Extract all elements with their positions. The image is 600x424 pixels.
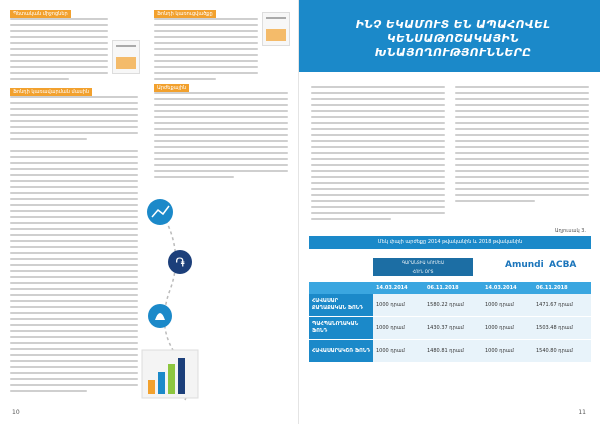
text-block	[10, 18, 108, 84]
bar-chart-icon	[142, 350, 198, 398]
table-cell: 1580.22 դրամ	[424, 294, 482, 317]
table-header-row	[309, 282, 591, 294]
dram-icon	[168, 250, 192, 274]
report-thumbnail	[112, 40, 140, 74]
table-cell: 1000 դրամ	[373, 340, 424, 363]
text-block	[10, 150, 138, 396]
page-title: ԻՆՉ ԵԿԱՄՈՒՏ ԵՆ ԱՊԱՀՈՎԵԼ ԿԵՆՍԱԹՈՇԱԿԱՅԻՆ ԽՆԱՅՈՂՈՒԹՅՈՒՆՆԵՐԸ	[355, 18, 551, 59]
table-row	[309, 294, 591, 317]
column-header: 06.11.2018	[533, 282, 591, 294]
row-label: ՀԱՎԱՍԱՐ ՔԱՂԱՔԱԿԱՆ ՖՈՆԴ	[309, 294, 373, 317]
table-row	[309, 340, 591, 363]
column-header	[309, 282, 373, 294]
text-block	[455, 86, 589, 206]
highlight-public-funds: Պետական միջոցներ	[10, 10, 71, 18]
page-number: 10	[12, 409, 20, 416]
row-label: ՊԱՀՊԱՆՈՂԱԿԱՆ ՖՈՆԴ	[309, 317, 373, 340]
row-label: ՀԱՎԱՍԱՐԱԿՇՌ ՖՈՆԴ	[309, 340, 373, 363]
table-cell: 1503.48 դրամ	[533, 317, 591, 340]
highlight-value: Արժեքային	[154, 84, 189, 92]
money-bag-icon	[148, 304, 172, 328]
text-block	[10, 96, 138, 144]
chart-icon	[147, 199, 173, 225]
text-block	[154, 92, 288, 182]
logo-left-line2: ՀՈՒՆ ՕՐՏ	[412, 269, 434, 274]
svg-text:֏: ֏	[175, 256, 185, 271]
table-cell: 1000 դրամ	[373, 317, 424, 340]
highlight-fund-management: Ֆոնդի կառավարման մասին	[10, 88, 92, 96]
logo-amundi: Amundi	[505, 260, 544, 270]
column-header: 14.03.2014	[482, 282, 533, 294]
logo-left-line1: ԳԱՐԱՆՏԻԱ ԿՈՒՄԵԱ	[402, 260, 444, 265]
text-block	[154, 18, 258, 84]
table-title: Մեկ փայի արժեքը 2014 թվականին և 2018 թվականին	[309, 236, 591, 249]
table-cell: 1000 դրամ	[482, 340, 533, 363]
figure-label: Աղյուսակ 3.	[554, 228, 586, 234]
logo-acba: ACBA	[549, 260, 577, 270]
table-cell: 1000 դրամ	[482, 294, 533, 317]
table-cell: 1540.80 դրամ	[533, 340, 591, 363]
left-page	[0, 0, 299, 424]
column-header: 14.03.2014	[373, 282, 424, 294]
table-cell: 1430.37 դրամ	[424, 317, 482, 340]
title-banner	[299, 0, 600, 72]
logo-left	[373, 258, 473, 276]
table-cell: 1000 դրամ	[373, 294, 424, 317]
report-thumbnail	[262, 12, 290, 46]
table-cell: 1000 դրամ	[482, 317, 533, 340]
table-row	[309, 317, 591, 340]
page-number: 11	[578, 409, 586, 416]
fund-logos	[309, 254, 591, 282]
infographic	[130, 190, 210, 405]
unit-value-table	[309, 282, 591, 363]
column-header: 06.11.2018	[424, 282, 482, 294]
table-cell: 1471.67 դրամ	[533, 294, 591, 317]
right-page	[299, 0, 600, 424]
text-block	[311, 86, 445, 224]
highlight-fund-structure: Ֆոնդի կառուցվածքը	[154, 10, 216, 18]
table-cell: 1480.81 դրամ	[424, 340, 482, 363]
